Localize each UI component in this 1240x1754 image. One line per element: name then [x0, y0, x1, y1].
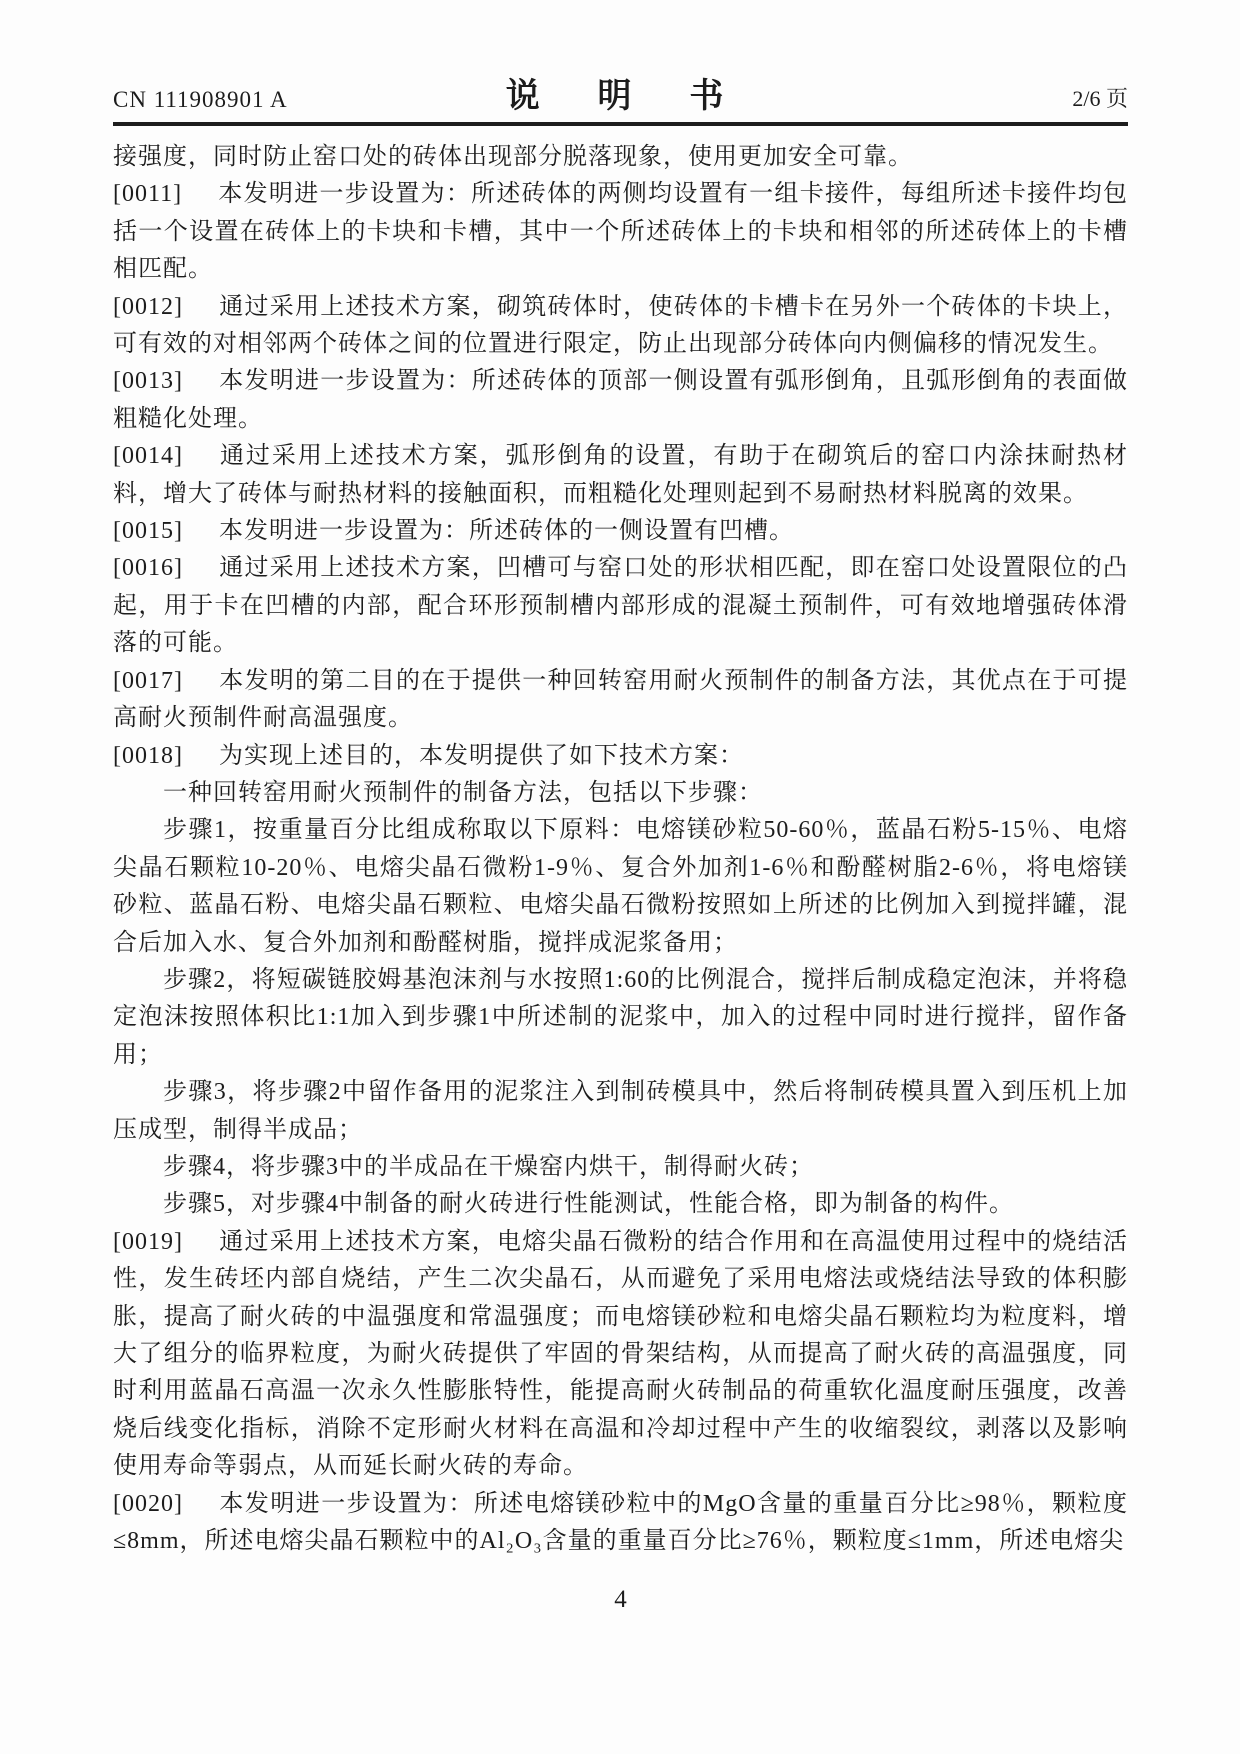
paragraph-number: [0013] — [113, 368, 183, 395]
page-indicator: 2/6 页 — [1072, 86, 1128, 111]
paragraph-text: 本发明进一步设置为：所述电熔镁砂粒中的MgO含量的重量百分比≥98％，颗粒度≤8mm，所述电熔尖晶石颗粒中的Al₂O₃含量的重量百分比≥76％，颗粒度≤1mm，所述电熔尖 — [113, 1490, 1128, 1555]
numbered-paragraph — [113, 1224, 1128, 1486]
numbered-paragraph — [113, 176, 1128, 288]
paragraph-text: 步骤5，对步骤4中制备的耐火砖进行性能测试，性能合格，即为制备的构件。 — [163, 1191, 1014, 1218]
numbered-paragraph — [113, 1486, 1128, 1561]
paragraph — [113, 775, 1128, 812]
numbered-paragraph — [113, 363, 1128, 438]
numbered-paragraph — [113, 513, 1128, 550]
paragraph-text: 本发明进一步设置为：所述砖体的两侧均设置有一组卡接件，每组所述卡接件均包括一个设置在砖体上的卡块和卡槽，其中一个所述砖体上的卡块和相邻的所述砖体上的卡槽相匹配。 — [113, 181, 1128, 283]
paragraph-text: 通过采用上述技术方案，电熔尖晶石微粉的结合作用和在高温使用过程中的烧结活性，发生砖坯内部自烧结，产生二次尖晶石，从而避免了采用电熔法或烧结法导致的体积膨胀，提高了耐火砖的中温强度和常温强度；而电熔镁砂粒和电熔尖晶石颗粒均为粒度料，增大了组分的临界粒度，为耐火砖提供了牢固的骨架结构，从而提高了耐火砖的高温强度，同时利用蓝晶石高温一次永久性膨胀特性，能提高耐火砖制品的荷重软化温度耐压强度，改善烧后线变化指标，消除不定形耐火材料在高温和冷却过程中产生的收缩裂纹，剥落以及影响使用寿命等弱点，从而延长耐火砖的寿命。 — [113, 1228, 1128, 1480]
paragraph-number: [0012] — [113, 293, 183, 320]
paragraph-text: 步骤4，将步骤3中的半成品在干燥窑内烘干，制得耐火砖； — [163, 1153, 814, 1180]
paragraph-text: 本发明的第二目的在于提供一种回转窑用耐火预制件的制备方法，其优点在于可提高耐火预制件耐高温强度。 — [113, 667, 1128, 732]
numbered-paragraph — [113, 663, 1128, 738]
numbered-paragraph — [113, 550, 1128, 662]
paragraph-text: 步骤3，将步骤2中留作备用的泥浆注入到制砖模具中，然后将制砖模具置入到压机上加压成型，制得半成品； — [113, 1079, 1128, 1143]
page-footer — [113, 1586, 1128, 1614]
paragraph-number: [0015] — [113, 518, 183, 545]
paragraph-number: [0019] — [113, 1228, 183, 1255]
paragraph-text: 步骤1，按重量百分比组成称取以下原料：电熔镁砂粒50-60％，蓝晶石粉5-15％、电熔尖晶石颗粒10-20％、电熔尖晶石微粉1-9％、复合外加剂1-6％和酚醛树脂2-6％，将电熔镁砂粒、蓝晶石粉、电熔尖晶石颗粒、电熔尖晶石微粉按照如上所述的比例加入到搅拌罐，混合后加入水、复合外加剂和酚醛树脂，搅拌成泥浆备用； — [113, 817, 1128, 956]
paragraph-text: 本发明进一步设置为：所述砖体的一侧设置有凹槽。 — [218, 518, 794, 545]
paragraph-number: [0016] — [113, 555, 183, 582]
paragraph-text: 步骤2，将短碳链胶姆基泡沫剂与水按照1:60的比例混合，搅拌后制成稳定泡沫，并将稳定泡沫按照体积比1:1加入到步骤1中所述制的泥浆中，加入的过程中同时进行搅拌，留作备用； — [113, 966, 1128, 1068]
paragraph-number: [0017] — [113, 667, 183, 694]
document-title: 说 明 书 — [505, 77, 736, 115]
paragraph — [113, 1149, 1128, 1186]
numbered-paragraph — [113, 289, 1128, 364]
paragraph — [113, 812, 1128, 962]
paragraph-text: 一种回转窑用耐火预制件的制备方法，包括以下步骤： — [163, 779, 763, 806]
numbered-paragraph — [113, 738, 1128, 775]
paragraph-number: [0018] — [113, 742, 183, 769]
document-body — [113, 139, 1128, 1560]
paragraph-text: 本发明进一步设置为：所述砖体的顶部一侧设置有弧形倒角，且弧形倒角的表面做粗糙化处理。 — [113, 368, 1128, 432]
paragraph-text: 通过采用上述技术方案，弧形倒角的设置，有助于在砌筑后的窑口内涂抹耐热材料，增大了砖体与耐热材料的接触面积，而粗糙化处理则起到不易耐热材料脱离的效果。 — [113, 443, 1128, 507]
publication-number: CN 111908901 A — [113, 87, 288, 112]
paragraph-text: 接强度，同时防止窑口处的砖体出现部分脱落现象，使用更加安全可靠。 — [113, 144, 913, 170]
paragraph — [113, 962, 1128, 1074]
paragraph-number: [0011] — [113, 181, 183, 208]
page-header — [113, 64, 1128, 126]
paragraph — [113, 1186, 1128, 1223]
paragraph-text: 为实现上述目的，本发明提供了如下技术方案： — [218, 742, 744, 769]
paragraph — [113, 1074, 1128, 1149]
paragraph — [113, 139, 1128, 176]
paragraph-text: 通过采用上述技术方案，凹槽可与窑口处的形状相匹配，即在窑口处设置限位的凸起，用于卡在凹槽的内部，配合环形预制槽内部形成的混凝土预制件，可有效地增强砖体滑落的可能。 — [113, 555, 1128, 657]
paragraph-number: [0020] — [113, 1490, 183, 1517]
page-number: 4 — [614, 1586, 627, 1614]
paragraph-text: 通过采用上述技术方案，砌筑砖体时，使砖体的卡槽卡在另外一个砖体的卡块上，可有效的对相邻两个砖体之间的位置进行限定，防止出现部分砖体向内侧偏移的情况发生。 — [113, 293, 1128, 358]
numbered-paragraph — [113, 438, 1128, 513]
paragraph-number: [0014] — [113, 443, 183, 470]
